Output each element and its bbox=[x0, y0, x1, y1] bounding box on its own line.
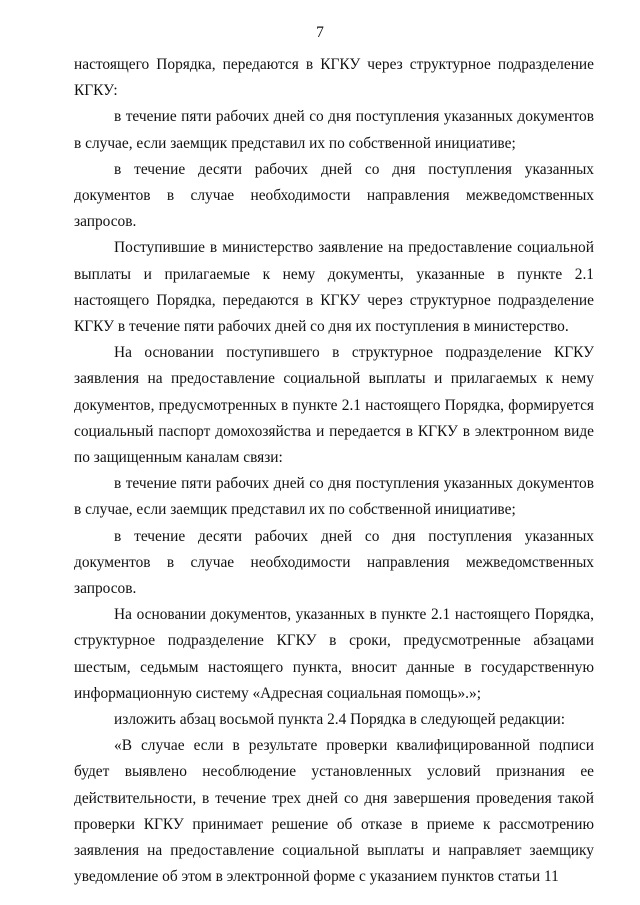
document-body bbox=[74, 52, 594, 891]
paragraph-amendment-instruction: изложить абзац восьмой пункта 2.4 Порядка в следующей редакции: bbox=[114, 711, 565, 729]
paragraph-ten-days-interagency: в течение десяти рабочих дней со дня поступления указанных документов в случае необходимости направления межведомственных запросов. bbox=[74, 160, 594, 231]
paragraph-five-days-own-initiative: в течение пяти рабочих дней со дня поступления указанных документов в случае, если заемщик представил их по собственной инициативе; bbox=[74, 108, 594, 152]
paragraph-five-days-own-initiative-2: в течение пяти рабочих дней со дня поступления указанных документов в случае, если заемщик представил их по собственной инициативе; bbox=[74, 475, 594, 519]
page-number: 7 bbox=[316, 24, 324, 41]
paragraph-ministry-transfer: Поступившие в министерство заявление на предоставление социальной выплаты и прилагаемые к нему документы, указанные в пункте 2.1 настоящего Порядка, передаются в КГКУ через структурное подразделение КГКУ в течение пяти рабочих дней со дня их поступления в министерство. bbox=[74, 239, 594, 336]
paragraph-qualified-signature: «В случае если в результате проверки квалифицированной подписи будет выявлено несоблюдение установленных условий признания ее действительности, в течение трех дней со дня завершения проведения такой проверки КГКУ принимает решение об отказе в приеме к рассмотрению заявления на предоставление социальной выплаты и направляет заемщику уведомление об этом в электронной форме с указанием пунктов статьи 11 bbox=[74, 737, 594, 886]
paragraph-information-system: На основании документов, указанных в пункте 2.1 настоящего Порядка, структурное подразделение КГКУ в сроки, предусмотренные абзацами шестым, седьмым настоящего пункта, вносит данные в государственную информационную систему «Адресная социальная помощь».»; bbox=[74, 606, 594, 702]
paragraph-ten-days-interagency-2: в течение десяти рабочих дней со дня поступления указанных документов в случае необходимости направления межведомственных запросов. bbox=[74, 527, 594, 598]
paragraph-continuation: настоящего Порядка, передаются в КГКУ через структурное подразделение КГКУ: bbox=[74, 56, 594, 100]
paragraph-social-passport: На основании поступившего в структурное подразделение КГКУ заявления на предоставление социальной выплаты и прилагаемых к нему документов, предусмотренных в пункте 2.1 настоящего Порядка, формируется социальный паспорт домохозяйства и передается в КГКУ в электронном виде по защищенным каналам связи: bbox=[74, 344, 594, 467]
